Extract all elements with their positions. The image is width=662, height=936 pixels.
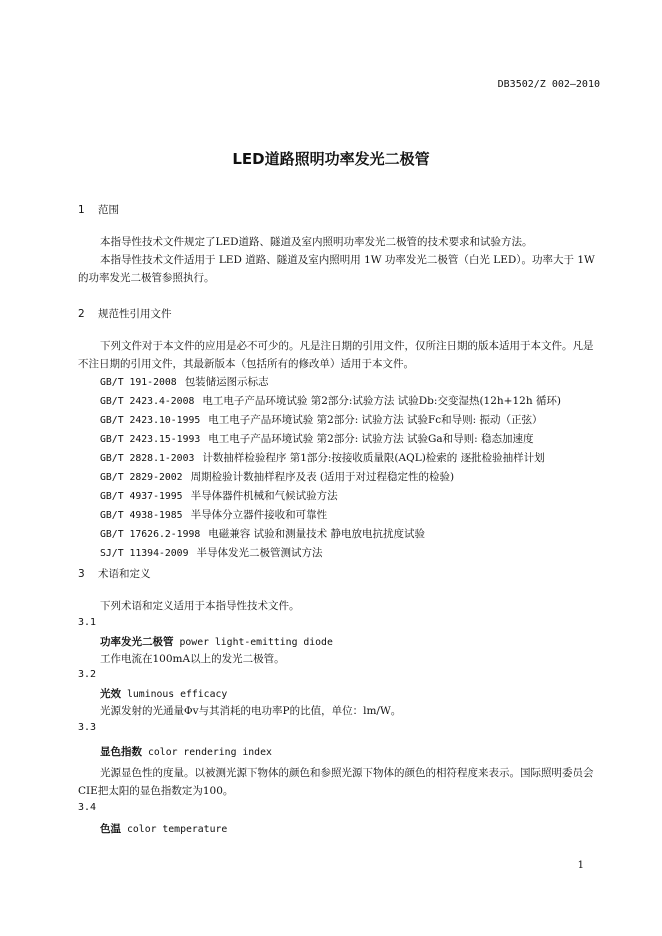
reference-code: SJ/T 11394-2009 xyxy=(100,548,189,559)
term-name-zh: 光效 xyxy=(100,688,121,700)
section-number: 2 xyxy=(78,308,85,320)
reference-item xyxy=(100,392,610,411)
terms-intro: 下列术语和定义适用于本指导性技术文件。 xyxy=(100,600,300,612)
reference-title: 计数抽样检验程序 第1部分:按接收质量限(AQL)检索的 逐批检验抽样计划 xyxy=(202,452,545,464)
page-number: 1 xyxy=(577,860,584,871)
term-name xyxy=(100,744,272,759)
reference-title: 半导体发光二极管测试方法 xyxy=(196,547,323,559)
document-code: DB3502/Z 002—2010 xyxy=(497,79,600,90)
scope-paragraph-1: 本指导性技术文件规定了LED道路、隧道及室内照明功率发光二极管的技术要求和试验方法。 xyxy=(100,236,533,248)
term-name xyxy=(100,821,227,836)
reference-item xyxy=(100,487,610,506)
reference-code: GB/T 191-2008 xyxy=(100,377,177,388)
term-number: 3.1 xyxy=(78,617,97,628)
reference-code: GB/T 2829-2002 xyxy=(100,472,183,483)
reference-title: 电磁兼容 试验和测量技术 静电放电抗扰度试验 xyxy=(208,528,425,540)
reference-code: GB/T 2423.10-1995 xyxy=(100,415,201,426)
term-name xyxy=(100,634,333,649)
term-name-en: color rendering index xyxy=(148,747,272,758)
document-title: LED道路照明功率发光二极管 xyxy=(232,150,430,168)
reference-title: 电工电子产品环境试验 第2部分:试验方法 试验Db:交变湿热(12h+12h 循环) xyxy=(202,395,562,407)
term-number: 3.2 xyxy=(78,669,97,680)
term-name xyxy=(100,686,227,701)
reference-title: 电工电子产品环境试验 第2部分: 试验方法 试验Ga和导则: 稳态加速度 xyxy=(208,433,534,445)
reference-item xyxy=(100,544,610,563)
reference-item xyxy=(100,525,610,544)
term-name-en: luminous efficacy xyxy=(127,689,228,700)
section-heading-references xyxy=(78,306,172,321)
term-name-en: color temperature xyxy=(127,824,228,835)
reference-code: GB/T 17626.2-1998 xyxy=(100,529,201,540)
term-definition: 光源显色性的度量。以被测光源下物体的颜色和参照光源下物体的颜色的相符程度来表示。国际照明委员会CIE把太阳的显色指数定为100。 xyxy=(78,767,594,797)
reference-item xyxy=(100,373,610,392)
reference-title: 半导体器件机械和气候试验方法 xyxy=(190,490,338,502)
reference-title: 周期检验计数抽样程序及表 (适用于对过程稳定性的检验) xyxy=(190,471,455,483)
term-name-zh: 显色指数 xyxy=(100,746,142,758)
scope-paragraph-2: 本指导性技术文件适用于 LED 道路、隧道及室内照明用 1W 功率发光二极管（白光 LED）。功率大于 1W 的功率发光二极管参照执行。 xyxy=(78,254,595,284)
section-title: 规范性引用文件 xyxy=(98,308,172,320)
reference-title: 电工电子产品环境试验 第2部分: 试验方法 试验Fc和导则: 振动（正弦） xyxy=(208,414,543,426)
reference-code: GB/T 2423.4-2008 xyxy=(100,396,195,407)
reference-item xyxy=(100,411,610,430)
section-heading-terms xyxy=(78,566,151,581)
section-heading-scope xyxy=(78,202,119,217)
term-name-zh: 功率发光二极管 xyxy=(100,636,174,648)
reference-list xyxy=(100,373,610,563)
reference-code: GB/T 4938-1985 xyxy=(100,510,183,521)
reference-title: 包装储运图示标志 xyxy=(184,376,269,388)
term-definition: 光源发射的光通量Φv与其消耗的电功率P的比值，单位：lm/W。 xyxy=(100,705,402,717)
term-name-en: power light-emitting diode xyxy=(179,637,333,648)
reference-code: GB/T 2828.1-2003 xyxy=(100,453,195,464)
term-name-zh: 色温 xyxy=(100,823,121,835)
section-number: 3 xyxy=(78,568,85,580)
reference-title: 半导体分立器件接收和可靠性 xyxy=(190,509,328,521)
reference-item xyxy=(100,468,610,487)
reference-code: GB/T 4937-1995 xyxy=(100,491,183,502)
term-definition: 工作电流在100mA以上的发光二极管。 xyxy=(100,653,285,665)
reference-item xyxy=(100,506,610,525)
reference-item xyxy=(100,430,610,449)
reference-code: GB/T 2423.15-1993 xyxy=(100,434,201,445)
reference-item xyxy=(100,449,610,468)
references-intro: 下列文件对于本文件的应用是必不可少的。凡是注日期的引用文件，仅所注日期的版本适用于本文件。凡是不注日期的引用文件，其最新版本（包括所有的修改单）适用于本文件。 xyxy=(78,340,594,370)
term-number: 3.4 xyxy=(78,802,97,813)
section-title: 范围 xyxy=(98,204,119,216)
section-title: 术语和定义 xyxy=(98,568,151,580)
section-number: 1 xyxy=(78,204,85,216)
term-number: 3.3 xyxy=(78,722,97,733)
